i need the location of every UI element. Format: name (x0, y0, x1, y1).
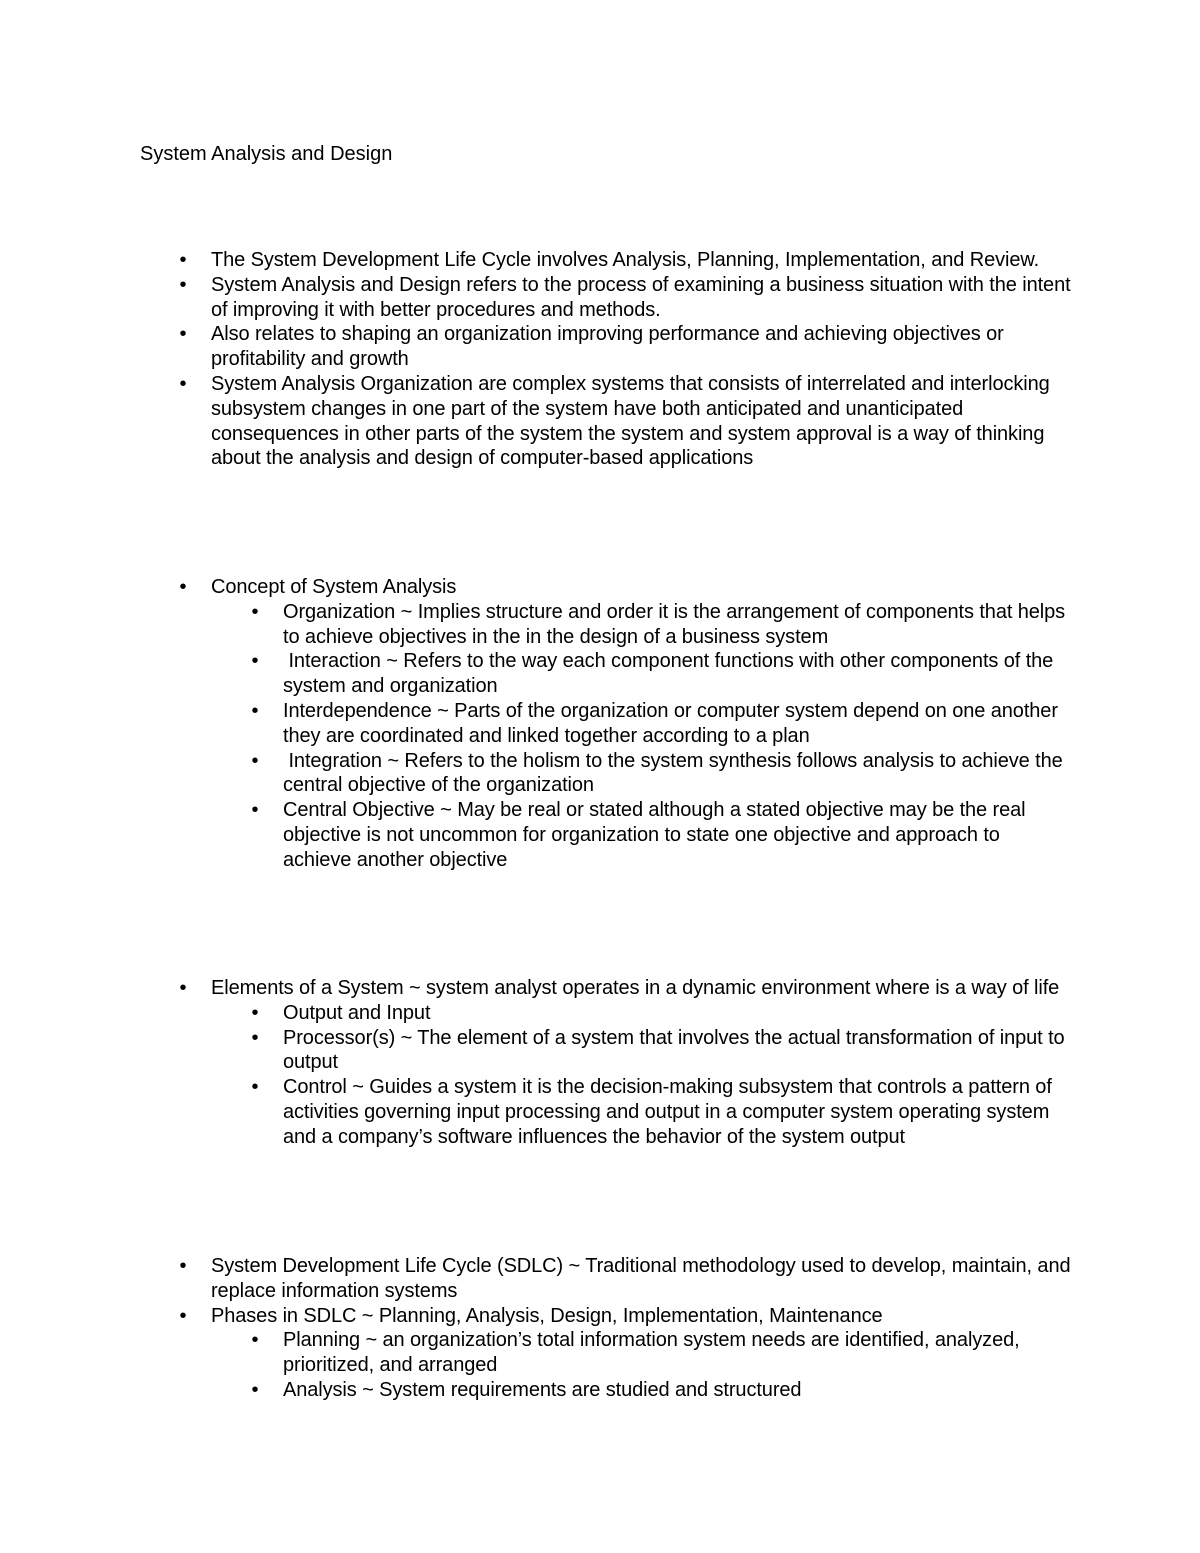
list-item-text: Control ~ Guides a system it is the decision-making subsystem that controls a pattern of activities governing input processing and output in a computer system operating system and a company’s software influences the behavior of the system output (283, 1076, 1052, 1148)
bullet-icon: • (251, 1378, 259, 1401)
list-item-text: System Analysis and Design refers to the process of examining a business situation with the intent of improving it with better procedures and methods. (211, 273, 1071, 321)
section-elements (179, 976, 1071, 1150)
bullet-icon: • (251, 799, 259, 822)
sub-list-item (251, 1328, 1071, 1378)
intro-list (179, 248, 1071, 471)
section-sdlc (179, 1254, 1071, 1403)
section-heading: Concept of System Analysis (211, 576, 457, 598)
list-item (179, 575, 1071, 873)
list-item (179, 322, 1071, 372)
bullet-icon: • (179, 1304, 187, 1327)
bullet-icon: • (179, 372, 187, 395)
list-item (179, 1254, 1071, 1304)
list-item-text: The System Development Life Cycle involves Analysis, Planning, Implementation, and Review. (211, 249, 1040, 271)
sub-list-item (251, 749, 1071, 799)
list-item-text: Organization ~ Implies structure and order it is the arrangement of components that helps to achieve objectives in the in the design of a business system (283, 600, 1066, 648)
concept-sublist (251, 600, 1071, 873)
bullet-icon: • (179, 1255, 187, 1277)
list-item (179, 1304, 1071, 1403)
list-item-text: Processor(s) ~ The element of a system that involves the actual transformation of input to output (283, 1026, 1065, 1074)
list-item-text: Also relates to shaping an organization improving performance and achieving objectives or profitability and growth (211, 323, 1004, 371)
concept-list (179, 575, 1071, 873)
list-item-text: Interaction ~ Refers to the way each component functions with other components of the system and organization (283, 650, 1059, 698)
section-concept (179, 575, 1071, 873)
list-item (179, 273, 1071, 323)
bullet-icon: • (179, 977, 187, 999)
section-heading: Elements of a System ~ system analyst operates in a dynamic environment where is a way of life (211, 977, 1060, 999)
sdlc-phases-sublist (251, 1328, 1071, 1402)
list-item-text: System Analysis Organization are complex systems that consists of interrelated and interlocking subsystem changes in one part of the system have both anticipated and unanticipated consequences in other parts of the system the system and system approval is a way of thinking about the analysis and design of computer-based applications (211, 372, 1050, 470)
bullet-icon: • (251, 1329, 259, 1352)
list-item (179, 976, 1071, 1150)
list-item-text: Integration ~ Refers to the holism to the system synthesis follows analysis to achieve the central objective of the organization (283, 749, 1069, 797)
bullet-icon: • (251, 600, 259, 623)
sub-list-item (251, 600, 1071, 650)
list-item-text: System Development Life Cycle (SDLC) ~ Traditional methodology used to develop, maintain, and replace information systems (211, 1255, 1071, 1302)
bullet-icon: • (251, 699, 259, 722)
sub-list-item (251, 1026, 1071, 1076)
bullet-icon: • (251, 1001, 259, 1024)
bullet-icon: • (251, 749, 259, 772)
bullet-icon: • (251, 650, 259, 673)
list-item-text: Phases in SDLC ~ Planning, Analysis, Design, Implementation, Maintenance (211, 1304, 883, 1327)
sub-list-item (251, 1378, 1071, 1403)
list-item-text: Planning ~ an organization’s total information system needs are identified, analyzed, prioritized, and arranged (283, 1329, 1020, 1377)
page-title: System Analysis and Design (140, 143, 393, 165)
sub-list-item (251, 798, 1071, 872)
bullet-icon: • (179, 249, 187, 271)
sub-list-item (251, 699, 1071, 749)
bullet-icon: • (251, 1076, 259, 1099)
list-item-text: Interdependence ~ Parts of the organization or computer system depend on one another they are coordinated and linked together according to a plan (283, 699, 1058, 747)
elements-list (179, 976, 1071, 1150)
elements-sublist (251, 1001, 1071, 1150)
bullet-icon: • (179, 323, 187, 346)
bullet-icon: • (179, 576, 187, 598)
sub-list-item (251, 1075, 1071, 1149)
list-item (179, 248, 1071, 273)
section-intro (179, 248, 1071, 471)
list-item-text: Output and Input (283, 1001, 431, 1024)
sub-list-item (251, 1001, 1071, 1026)
bullet-icon: • (179, 273, 187, 296)
sdlc-list (179, 1254, 1071, 1403)
list-item (179, 372, 1071, 471)
sub-list-item (251, 649, 1071, 699)
list-item-text: Analysis ~ System requirements are studied and structured (283, 1378, 802, 1401)
bullet-icon: • (251, 1026, 259, 1049)
list-item-text: Central Objective ~ May be real or stated although a stated objective may be the real objective is not uncommon for organization to state one objective and approach to achieve another objective (283, 799, 1026, 871)
